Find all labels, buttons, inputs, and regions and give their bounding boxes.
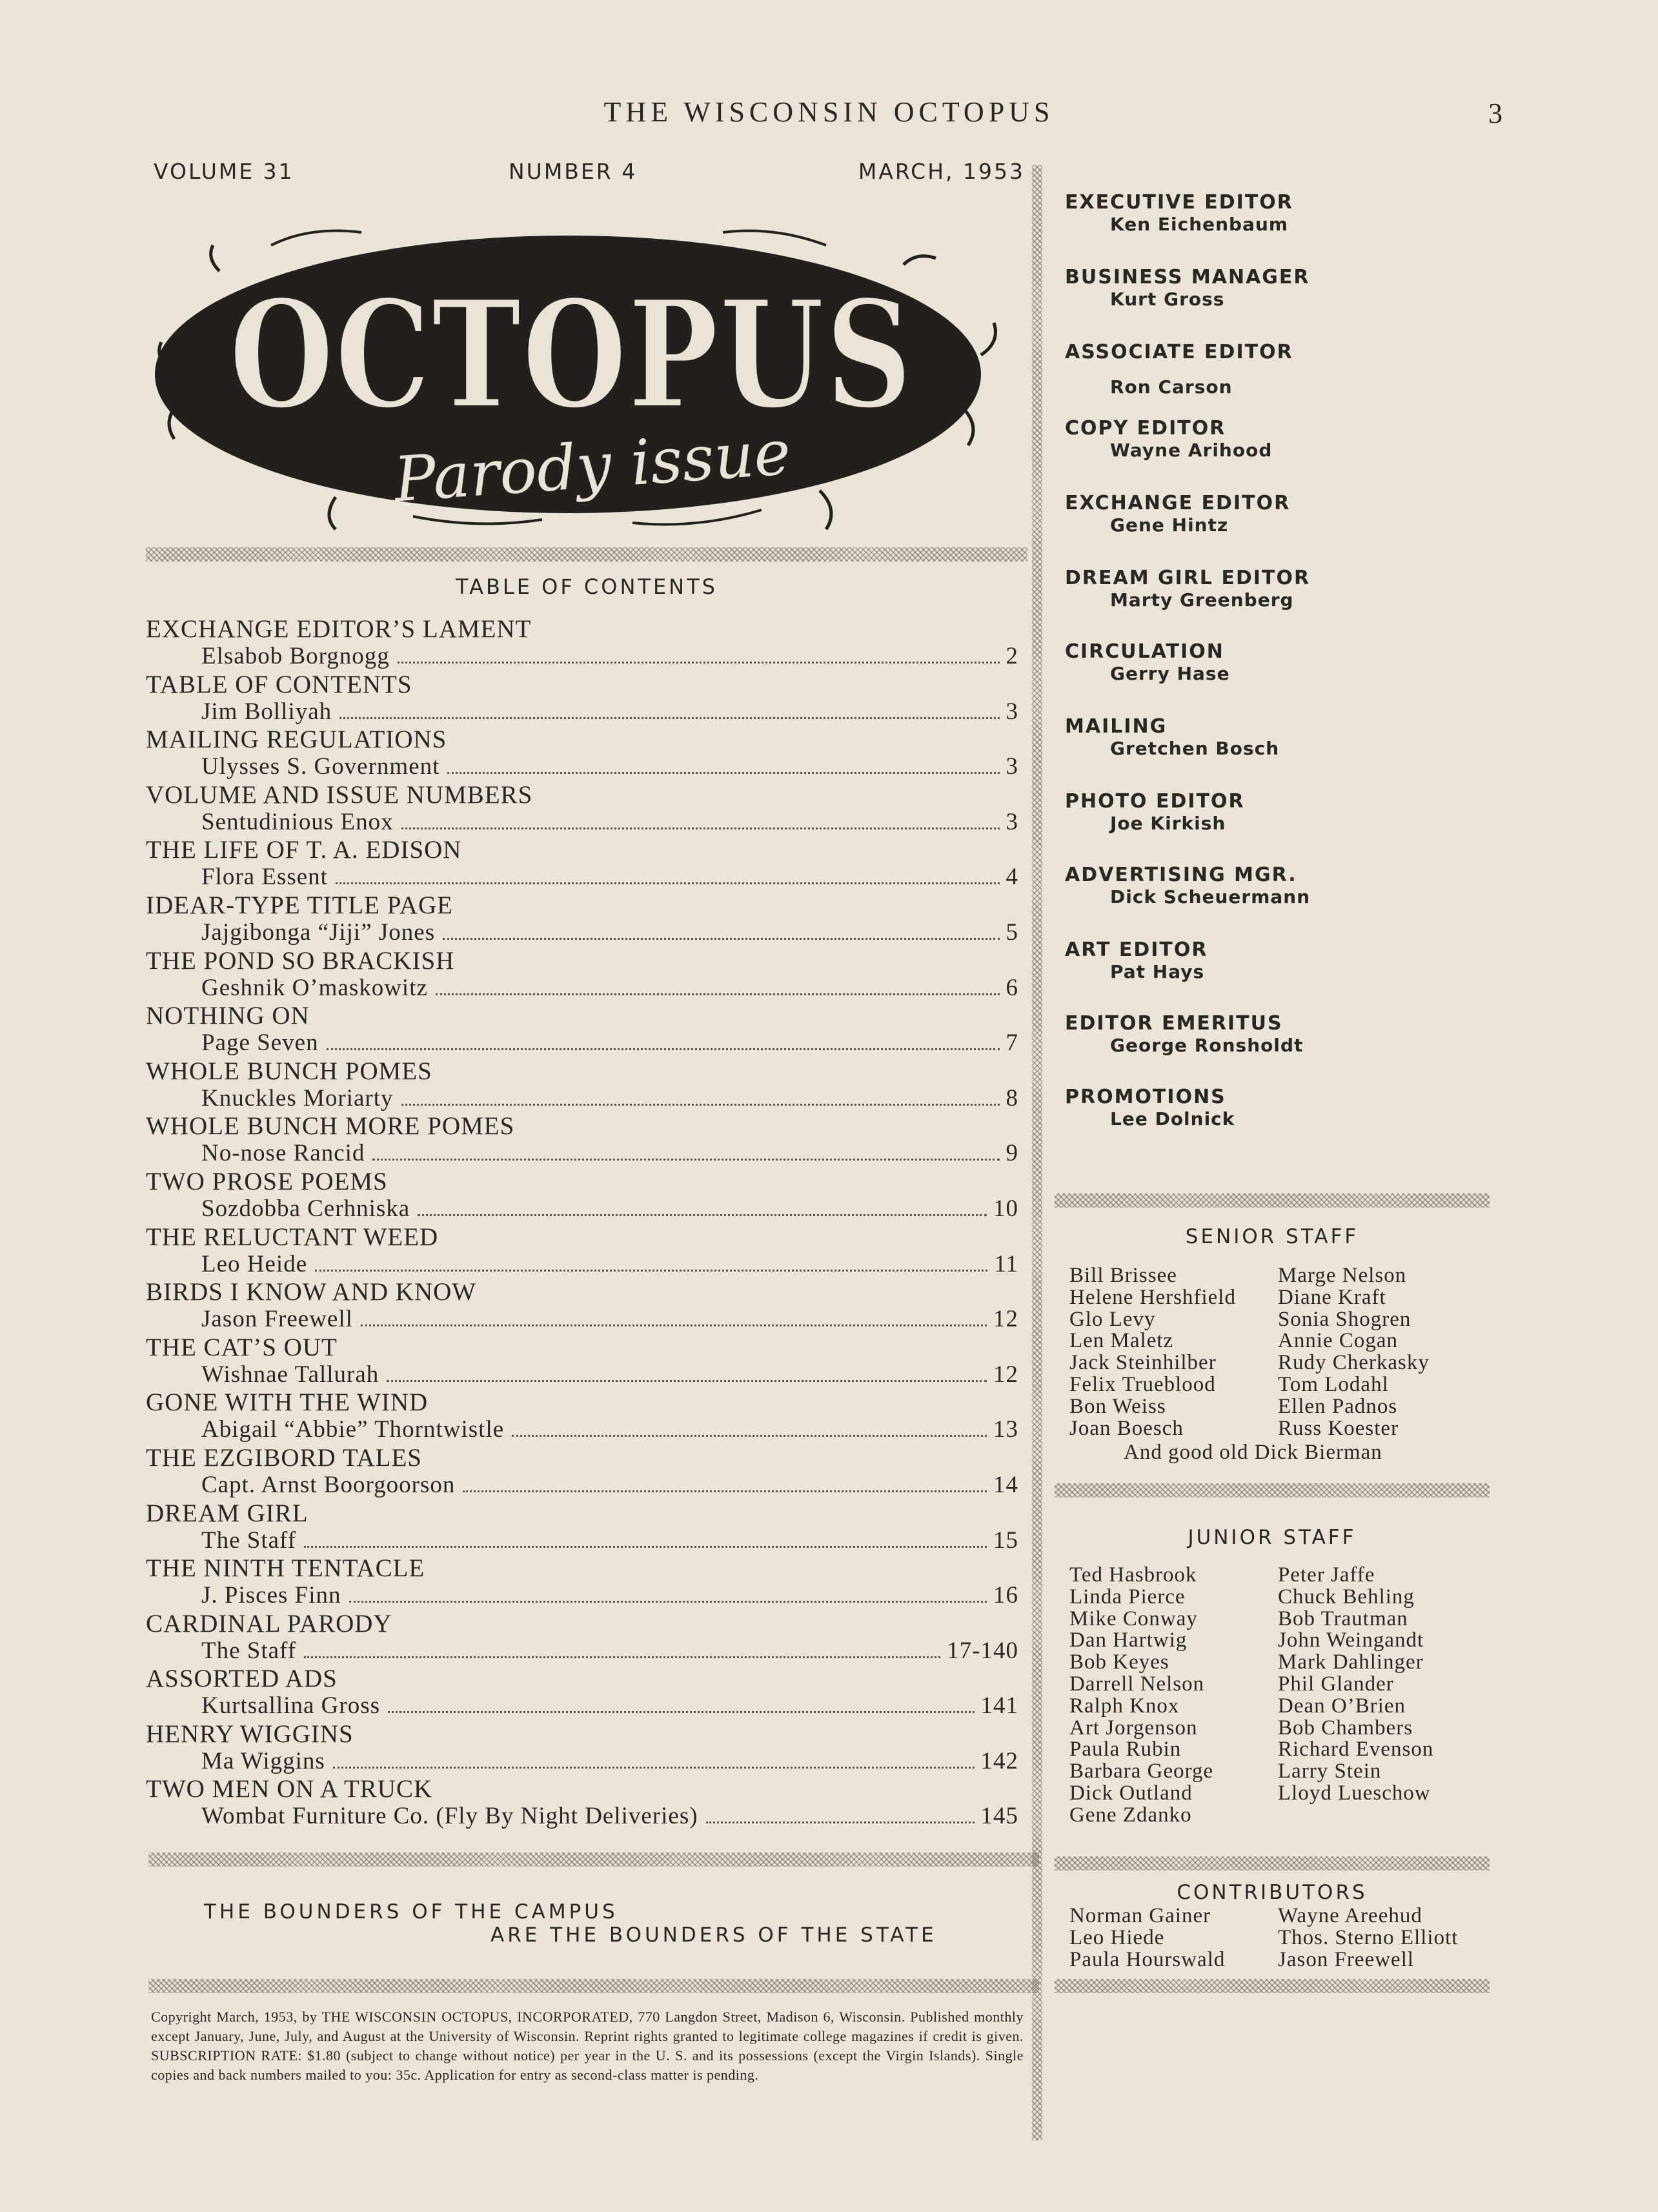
masthead [1065,191,1484,1130]
toc-entry-title: GONE WITH THE WIND [146,1388,429,1417]
toc-entry-author: Ulysses S. Government [201,753,440,780]
staff-name: Darrell Nelson [1069,1672,1205,1696]
masthead-role: PHOTO EDITOR [1065,790,1245,813]
staff-name: Wayne Areehud [1278,1904,1422,1927]
staff-name: Annie Cogan [1278,1329,1399,1353]
masthead-item [1065,417,1484,461]
leader-dots [304,1546,987,1548]
toc-entry [146,614,1018,670]
masthead-item [1065,939,1484,982]
staff-name: Glo Levy [1069,1307,1156,1331]
staff-name: Sonia Shogren [1278,1307,1411,1331]
staff-name: Helene Hershfield [1069,1285,1236,1309]
staff-name: Mark Dahlinger [1278,1650,1424,1674]
toc-entry [146,1388,1018,1443]
masthead-name: Pat Hays [1110,961,1205,982]
masthead-name: Gerry Hase [1110,663,1230,684]
motto-line-1: THE BOUNDERS OF THE CAMPUS [204,1900,618,1923]
toc-entry [146,1001,1018,1057]
toc-author-row [201,1305,1018,1333]
toc-author-row [201,1637,1018,1665]
contributors-heading: CONTRIBUTORS [1177,1881,1368,1904]
toc-entry-author: The Staff [201,1637,297,1664]
masthead-item [1065,492,1484,536]
toc-entry-page: 3 [1006,808,1018,835]
masthead-name: Wayne Arihood [1110,440,1273,461]
toc-author-row [201,1527,1018,1554]
staff-name: Dan Hartwig [1069,1629,1188,1652]
masthead-role: ART EDITOR [1065,939,1208,961]
toc-entry-author: Sozdobba Cerhniska [201,1195,410,1222]
toc-entry [146,946,1018,1002]
issue-line [154,159,1025,191]
toc-entry [146,780,1018,836]
leader-dots [304,1656,940,1658]
toc-entry-author: Jim Bolliyah [201,698,332,725]
staff-name: John Weingandt [1278,1629,1424,1652]
toc-entry-title: VOLUME AND ISSUE NUMBERS [146,780,533,809]
staff-name: Phil Glander [1278,1672,1394,1696]
leader-dots [443,938,999,940]
toc-entry-author: Knuckles Moriarty [201,1084,394,1111]
toc-entry-title: TABLE OF CONTENTS [146,670,412,698]
toc-entry-page: 6 [1006,974,1018,1001]
toc-entry-page: 13 [993,1416,1018,1443]
staff-name [1278,1805,1433,1827]
toc-entry [146,1774,1018,1830]
toc-entry-page: 16 [993,1582,1018,1609]
toc-entry-title: NOTHING ON [146,1002,310,1030]
toc-entry [146,670,1018,725]
masthead-item [1065,715,1484,759]
toc-entry-page: 14 [993,1471,1018,1498]
toc-entry [146,725,1018,780]
toc-entry-title: DREAM GIRL [146,1499,308,1527]
toc-entry [146,1167,1018,1223]
staff-name: Gene Zdanko [1069,1803,1192,1827]
toc-author-row [201,1029,1018,1057]
masthead-item [1065,341,1484,398]
toc-entry-page: 17-140 [947,1637,1018,1664]
divider [1055,1193,1490,1208]
staff-name: Bob Chambers [1278,1716,1413,1740]
leader-dots [401,1104,1000,1106]
toc-entry [146,1333,1018,1388]
masthead-item [1065,640,1484,684]
toc-entry-title: THE EZGIBORD TALES [146,1443,422,1472]
leader-dots [398,662,1000,664]
toc-entry-title: IDEAR-TYPE TITLE PAGE [146,891,453,919]
toc-entry-title: THE POND SO BRACKISH [146,946,455,975]
logo-subtitle: Parody issue [391,416,793,516]
toc-entry-author: Kurtsallina Gross [201,1692,380,1720]
leader-dots [463,1490,987,1492]
masthead-name: Kurt Gross [1110,289,1225,310]
masthead-name: Ron Carson [1110,376,1233,398]
logo-title: OCTOPUS [229,268,913,442]
toc-author-row [201,1139,1018,1167]
masthead-role: EXECUTIVE EDITOR [1065,191,1293,214]
senior-staff-list [1069,1265,1430,1439]
toc-entry-title: THE LIFE OF T. A. EDISON [146,836,462,864]
toc-entry-page: 4 [1006,864,1018,891]
toc-author-row [201,1361,1018,1388]
masthead-role: CIRCULATION [1065,640,1224,663]
toc-entry [146,1664,1018,1720]
masthead-role: EDITOR EMERITUS [1065,1012,1283,1035]
toc-entry [146,1111,1018,1167]
toc-entry-title: BIRDS I KNOW AND KNOW [146,1278,477,1306]
motto-line-2: ARE THE BOUNDERS OF THE STATE [490,1923,937,1947]
masthead-role: MAILING [1065,715,1168,738]
toc-author-row [201,974,1018,1002]
leader-dots [706,1821,975,1823]
running-head: THE WISCONSIN OCTOPUS [603,96,1055,128]
toc-author-row [201,863,1018,891]
toc-entry-page: 142 [980,1747,1018,1774]
masthead-name: Joe Kirkish [1110,813,1226,834]
staff-name: Ellen Padnos [1278,1394,1398,1418]
toc-entry-page: 10 [993,1195,1018,1222]
masthead-name: Gretchen Bosch [1110,738,1280,759]
toc-author-row [201,1471,1018,1499]
toc-entry-page: 2 [1006,643,1018,669]
staff-name: Tom Lodahl [1278,1372,1389,1396]
staff-name: Dean O’Brien [1278,1694,1406,1718]
staff-name: Joan Boesch [1069,1416,1184,1440]
divider [148,1979,1039,1993]
masthead-item [1065,191,1484,235]
staff-name: Bon Weiss [1069,1394,1166,1418]
masthead-item [1065,1086,1484,1130]
staff-name: Thos. Sterno Elliott [1278,1925,1459,1949]
leader-dots [401,827,1000,829]
toc-entry-author: Page Seven [201,1030,319,1057]
leader-dots [339,717,999,719]
toc-entry-page: 141 [980,1692,1018,1720]
leader-dots [333,1767,975,1769]
toc-author-row [201,1692,1018,1720]
leader-dots [512,1435,987,1437]
toc-entry-author: Wishnae Tallurah [201,1361,379,1388]
toc-entry-title: THE CAT’S OUT [146,1333,338,1361]
staff-name: Bob Trautman [1278,1607,1408,1630]
staff-name: Linda Pierce [1069,1585,1186,1608]
toc-author-row [201,1195,1018,1223]
staff-name: Chuck Behling [1278,1585,1415,1608]
staff-name: Mike Conway [1069,1607,1198,1630]
staff-name: Jack Steinhilber [1069,1351,1217,1375]
masthead-role: PROMOTIONS [1065,1086,1226,1108]
masthead-role: ASSOCIATE EDITOR [1065,341,1293,363]
staff-name: Art Jorgenson [1069,1716,1198,1740]
masthead-name: Marty Greenberg [1110,589,1294,611]
toc-entry [146,1057,1018,1112]
toc-entry-title: EXCHANGE EDITOR’S LAMENT [146,615,532,643]
toc-entry-title: WHOLE BUNCH POMES [146,1057,432,1085]
staff-name: Diane Kraft [1278,1285,1386,1309]
toc-entry [146,1277,1018,1333]
toc-entry-page: 3 [1006,698,1018,725]
toc-entry-author: Elsabob Borgnogg [201,643,390,669]
leader-dots [447,772,999,774]
toc-entry-page: 145 [980,1803,1018,1830]
octopus-logo [142,194,1026,549]
toc-entry-page: 7 [1006,1030,1018,1057]
toc-entry-author: Jason Freewell [201,1306,353,1333]
leader-dots [349,1601,987,1603]
column-divider [1032,165,1042,2140]
toc-author-row [201,918,1018,946]
staff-name: Richard Evenson [1278,1738,1434,1761]
staff-name: Ted Hasbrook [1069,1563,1197,1587]
issue-number: NUMBER 4 [509,159,638,184]
toc-entry-title: ASSORTED ADS [146,1665,338,1693]
toc-author-row [201,1581,1018,1609]
staff-name: Paula Hourswald [1069,1947,1226,1971]
toc-heading: TABLE OF CONTENTS [456,574,718,599]
toc-author-row [201,642,1018,670]
toc-entry-title: TWO PROSE POEMS [146,1167,388,1195]
junior-staff-heading: JUNIOR STAFF [1188,1526,1357,1549]
staff-name: Paula Rubin [1069,1738,1182,1761]
staff-name: Felix Trueblood [1069,1372,1216,1396]
staff-name: Norman Gainer [1069,1904,1211,1927]
toc-entry-author: The Staff [201,1527,297,1554]
masthead-role: EXCHANGE EDITOR [1065,492,1291,514]
staff-name: Peter Jaffe [1278,1563,1375,1587]
masthead-role: COPY EDITOR [1065,417,1226,440]
toc-entry-author: Jajgibonga “Jiji” Jones [201,918,436,946]
toc-entry [146,1499,1018,1554]
toc-entry-author: Flora Essent [201,864,328,891]
toc-entry-author: J. Pisces Finn [201,1582,341,1609]
masthead-name: Dick Scheuermann [1110,886,1311,908]
toc-author-row [201,1747,1018,1775]
toc-entry-page: 12 [993,1361,1018,1388]
senior-staff-tail: And good old Dick Bierman [1124,1441,1382,1464]
staff-name: Russ Koester [1278,1416,1399,1440]
divider [148,1852,1039,1867]
toc-entry [146,1554,1018,1609]
toc-entry-page: 5 [1006,918,1018,946]
staff-name: Marge Nelson [1278,1264,1407,1287]
toc-entry-title: WHOLE BUNCH MORE POMES [146,1112,515,1141]
masthead-role: BUSINESS MANAGER [1065,266,1310,289]
staff-name: Ralph Knox [1069,1694,1180,1718]
toc-entry-title: CARDINAL PARODY [146,1609,392,1638]
table-of-contents [146,614,1018,1830]
junior-staff-list [1069,1565,1433,1827]
toc-entry-page: 8 [1006,1084,1018,1111]
toc-entry [146,1443,1018,1499]
toc-entry-author: Wombat Furniture Co. (Fly By Night Deliveries) [201,1803,698,1830]
volume-number: VOLUME 31 [154,159,294,184]
leader-dots [327,1048,1000,1050]
leader-dots [436,993,1000,995]
toc-author-row [201,753,1018,780]
toc-entry-author: No-nose Rancid [201,1140,365,1167]
masthead-name: George Ronsholdt [1110,1035,1304,1056]
leader-dots [372,1159,999,1161]
staff-name: Leo Hiede [1069,1925,1165,1949]
masthead-item [1065,864,1484,908]
divider [1055,1856,1490,1871]
staff-name: Len Maletz [1069,1329,1174,1353]
toc-author-row [201,808,1018,836]
leader-dots [388,1711,975,1713]
toc-entry-page: 15 [993,1527,1018,1554]
leader-dots [418,1214,987,1216]
masthead-role: DREAM GIRL EDITOR [1065,567,1311,589]
divider [146,547,1027,562]
issue-date: MARCH, 1953 [858,159,1025,184]
staff-name: Jason Freewell [1278,1947,1415,1971]
senior-staff-heading: SENIOR STAFF [1185,1225,1359,1248]
toc-entry [146,835,1018,891]
divider [1055,1979,1490,1993]
toc-entry-author: Abigail “Abbie” Thorntwistle [201,1416,505,1443]
toc-entry-author: Ma Wiggins [201,1747,325,1774]
toc-author-row [201,698,1018,725]
toc-entry-author: Sentudinious Enox [201,808,394,835]
toc-entry [146,1609,1018,1665]
toc-author-row [201,1802,1018,1830]
staff-name: Dick Outland [1069,1781,1193,1805]
masthead-item [1065,266,1484,310]
toc-entry-page: 3 [1006,753,1018,780]
toc-entry-title: HENRY WIGGINS [146,1720,354,1748]
masthead-name: Lee Dolnick [1110,1108,1235,1130]
leader-dots [315,1270,987,1272]
contributors-list [1069,1905,1458,1971]
toc-entry-author: Geshnik O’maskowitz [201,974,428,1001]
staff-name: Larry Stein [1278,1760,1382,1783]
toc-entry [146,1720,1018,1775]
staff-name: Barbara George [1069,1760,1214,1783]
page-number: 3 [1488,97,1502,129]
toc-author-row [201,1084,1018,1112]
leader-dots [361,1324,987,1326]
toc-entry-title: THE NINTH TENTACLE [146,1554,425,1583]
toc-entry [146,1223,1018,1278]
toc-entry-author: Capt. Arnst Boorgoorson [201,1471,456,1498]
masthead-item [1065,1012,1484,1056]
staff-name: Rudy Cherkasky [1278,1351,1430,1375]
staff-name: Bill Brissee [1069,1264,1177,1287]
toc-entry [146,891,1018,946]
toc-entry-page: 11 [994,1250,1018,1277]
toc-entry-page: 12 [993,1306,1018,1333]
toc-author-row [201,1415,1018,1443]
masthead-name: Gene Hintz [1110,514,1229,536]
staff-name: Bob Keyes [1069,1650,1169,1674]
toc-entry-title: THE RELUCTANT WEED [146,1223,439,1251]
toc-entry-title: TWO MEN ON A TRUCK [146,1775,433,1803]
staff-name: Lloyd Lueschow [1278,1781,1431,1805]
toc-author-row [201,1250,1018,1278]
leader-dots [387,1380,987,1382]
toc-entry-page: 9 [1006,1140,1018,1167]
masthead-role: ADVERTISING MGR. [1065,864,1297,886]
leader-dots [336,882,1000,884]
masthead-item [1065,790,1484,834]
masthead-name: Ken Eichenbaum [1110,214,1289,235]
toc-entry-title: MAILING REGULATIONS [146,725,447,754]
copyright-notice: Copyright March, 1953, by THE WISCONSIN OCTOPUS, INCORPORATED, 770 Langdon Street, Madison 6, Wisconsin. Published monthly except January, June, July, and August at the University of Wisconsin. Reprint rights granted to legitimate college magazines if credit is given. SUBSCRIPTION RATE: $1.80 (subject to change without notice) per year in the U. S. and its possessions (except the Virgin Islands). Single copies and back numbers mailed to you: 35c. Application for entry as second-class matter is pending. [151,2009,1024,2083]
toc-entry-author: Leo Heide [201,1250,308,1277]
divider [1055,1483,1490,1497]
masthead-item [1065,567,1484,611]
